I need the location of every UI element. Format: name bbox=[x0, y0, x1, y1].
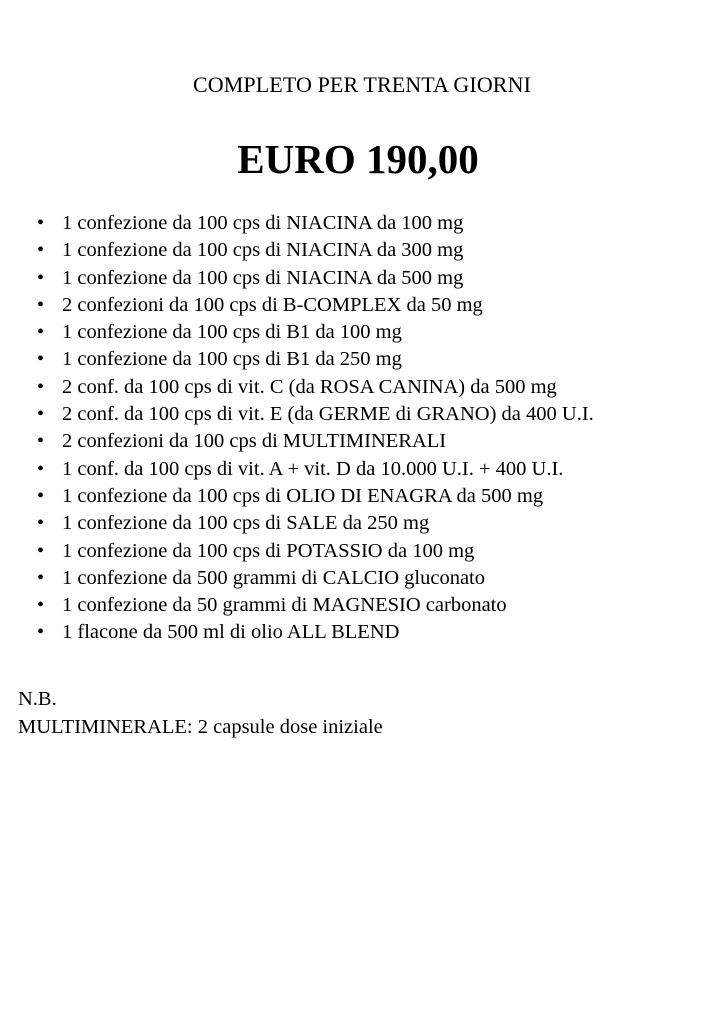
list-item bbox=[37, 401, 594, 428]
list-item-text: 1 confezione da 100 cps di B1 da 250 mg bbox=[62, 348, 402, 371]
list-item-text: 1 confezione da 100 cps di NIACINA da 500 mg bbox=[62, 266, 464, 289]
list-item bbox=[37, 265, 594, 292]
list-item-text: 2 conf. da 100 cps di vit. C (da ROSA CANINA) da 500 mg bbox=[62, 375, 557, 398]
bullet-icon: • bbox=[37, 566, 45, 589]
list-item-text: 1 flacone da 500 ml di olio ALL BLEND bbox=[62, 621, 400, 644]
bullet-icon: • bbox=[37, 348, 45, 371]
bullet-icon: • bbox=[37, 512, 45, 535]
product-list bbox=[37, 210, 594, 647]
list-item-text: 1 confezione da 100 cps di NIACINA da 100 mg bbox=[62, 212, 464, 234]
bullet-icon: • bbox=[37, 403, 45, 426]
notes-text: MULTIMINERALE: 2 capsule dose iniziale bbox=[18, 716, 383, 738]
list-item bbox=[37, 456, 594, 483]
list-item-text: 2 confezioni da 100 cps di MULTIMINERALI bbox=[62, 430, 447, 453]
list-item bbox=[37, 292, 594, 319]
notes-section bbox=[18, 685, 383, 741]
bullet-icon: • bbox=[37, 321, 45, 344]
list-item-text: 2 confezioni da 100 cps di B-COMPLEX da 50 mg bbox=[62, 293, 483, 316]
list-item-text: 1 confezione da 100 cps di B1 da 100 mg bbox=[62, 321, 402, 344]
bullet-icon: • bbox=[37, 457, 45, 480]
notes-label: N.B. bbox=[18, 688, 57, 710]
list-item-text: 1 confezione da 100 cps di SALE da 250 mg bbox=[62, 512, 430, 535]
list-item bbox=[37, 510, 594, 537]
bullet-icon: • bbox=[37, 484, 45, 507]
list-item bbox=[37, 592, 594, 619]
list-item bbox=[37, 619, 594, 646]
list-item bbox=[37, 237, 594, 264]
bullet-icon: • bbox=[37, 539, 45, 562]
bullet-icon: • bbox=[37, 430, 45, 453]
bullet-icon: • bbox=[37, 621, 45, 644]
list-item bbox=[37, 483, 594, 510]
list-item-text: 1 confezione da 100 cps di OLIO DI ENAGRA da 500 mg bbox=[62, 484, 544, 507]
list-item-text: 1 confezione da 50 grammi di MAGNESIO carbonato bbox=[62, 594, 507, 617]
list-item-text: 1 confezione da 100 cps di POTASSIO da 100 mg bbox=[62, 539, 475, 562]
list-item bbox=[37, 319, 594, 346]
bullet-icon: • bbox=[37, 212, 45, 234]
bullet-icon: • bbox=[37, 594, 45, 617]
bullet-icon: • bbox=[37, 239, 45, 262]
price-title: EURO 190,00 bbox=[237, 136, 479, 182]
bullet-icon: • bbox=[37, 266, 45, 289]
list-item-text: 1 confezione da 500 grammi di CALCIO gluconato bbox=[62, 566, 485, 589]
list-item bbox=[37, 346, 594, 373]
document-heading: COMPLETO PER TRENTA GIORNI bbox=[193, 72, 531, 97]
list-item-text: 2 conf. da 100 cps di vit. E (da GERME di GRANO) da 400 U.I. bbox=[62, 403, 594, 426]
list-item bbox=[37, 428, 594, 455]
list-item bbox=[37, 538, 594, 565]
bullet-icon: • bbox=[37, 375, 45, 398]
bullet-icon: • bbox=[37, 293, 45, 316]
list-item bbox=[37, 210, 594, 237]
list-item bbox=[37, 565, 594, 592]
list-item-text: 1 conf. da 100 cps di vit. A + vit. D da 10.000 U.I. + 400 U.I. bbox=[62, 457, 564, 480]
list-item bbox=[37, 374, 594, 401]
list-item-text: 1 confezione da 100 cps di NIACINA da 300 mg bbox=[62, 239, 464, 262]
